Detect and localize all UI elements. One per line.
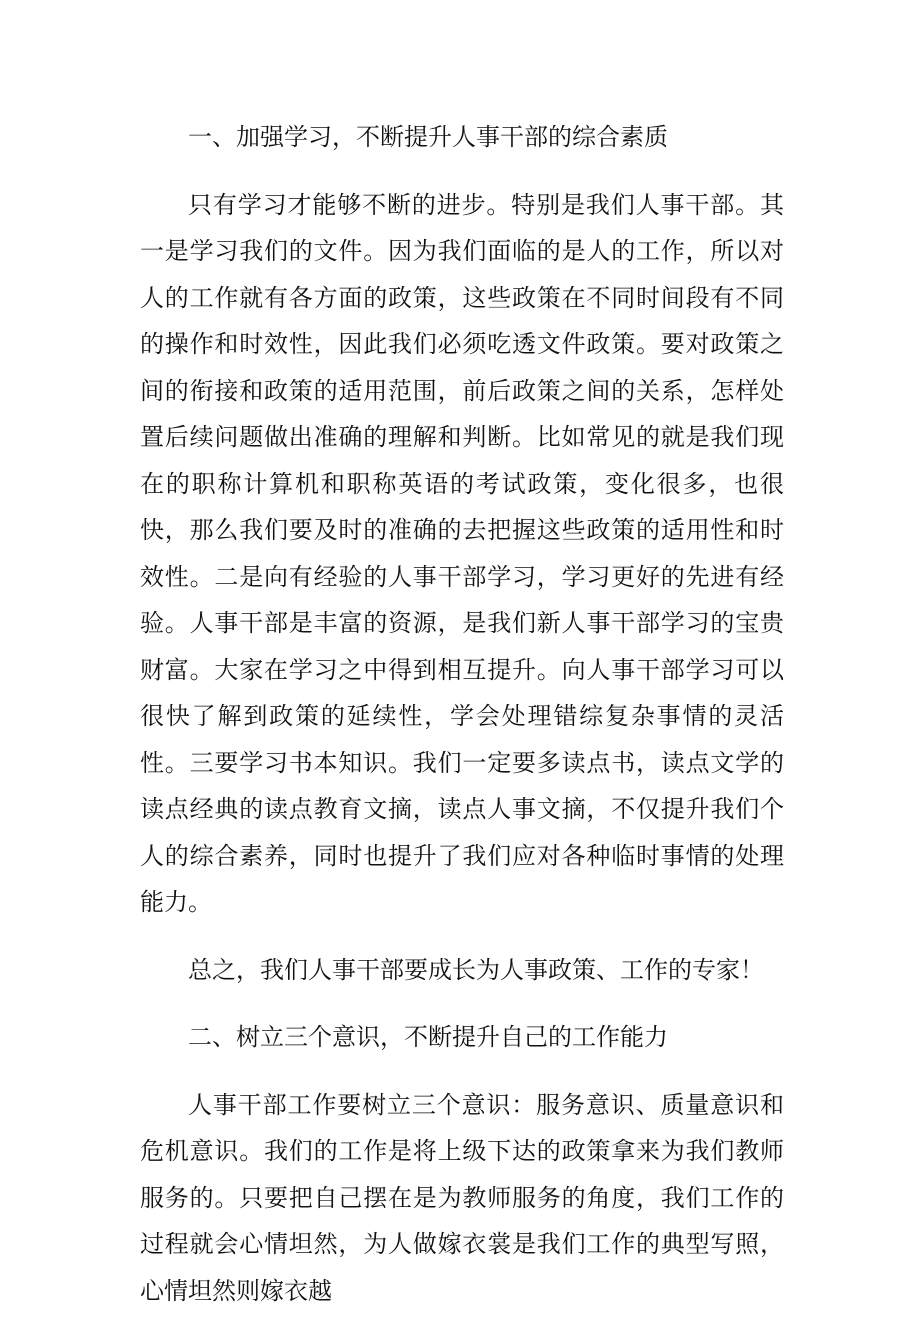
section-2-paragraph: 人事干部工作要树立三个意识：服务意识、质量意识和危机意识。我们的工作是将上级下达的政策拿来为我们教师服务的。只要把自己摆在是为教师服务的角度，我们工作的过程就会心情坦然，为人做嫁衣裳是我们工作的典型写照，心情坦然则嫁衣越 (140, 1090, 784, 1305)
section-2-heading: 二、树立三个意识，不断提升自己的工作能力 (188, 1023, 668, 1051)
document-body (140, 114, 784, 1335)
conclusion-paragraph: 总之，我们人事干部要成长为人事政策、工作的专家！ (188, 955, 764, 984)
section-1-paragraph: 只有学习才能够不断的进步。特别是我们人事干部。其一是学习我们的文件。因为我们面临的是人的工作，所以对人的工作就有各方面的政策，这些政策在不同时间段有不同的操作和时效性，因此我们必须吃透文件政策。要对政策之间的衔接和政策的适用范围，前后政策之间的关系，怎样处置后续问题做出准确的理解和判断。比如常见的就是我们现在的职称计算机和职称英语的考试政策，变化很多，也很快，那么我们要及时的准确的去把握这些政策的适用性和时效性。二是向有经验的人事干部学习，学习更好的先进有经验。人事干部是丰富的资源，是我们新人事干部学习的宝贵财富。大家在学习之中得到相互提升。向人事干部学习可以很快了解到政策的延续性，学会处理错综复杂事情的灵活性。三要学习书本知识。我们一定要多读点书，读点文学的读点经典的读点教育文摘，读点人事文摘，不仅提升我们个人的综合素养，同时也提升了我们应对各种临时事情的处理能力。 (140, 190, 784, 916)
section-1-heading: 一、加强学习，不断提升人事干部的综合素质 (188, 123, 668, 151)
